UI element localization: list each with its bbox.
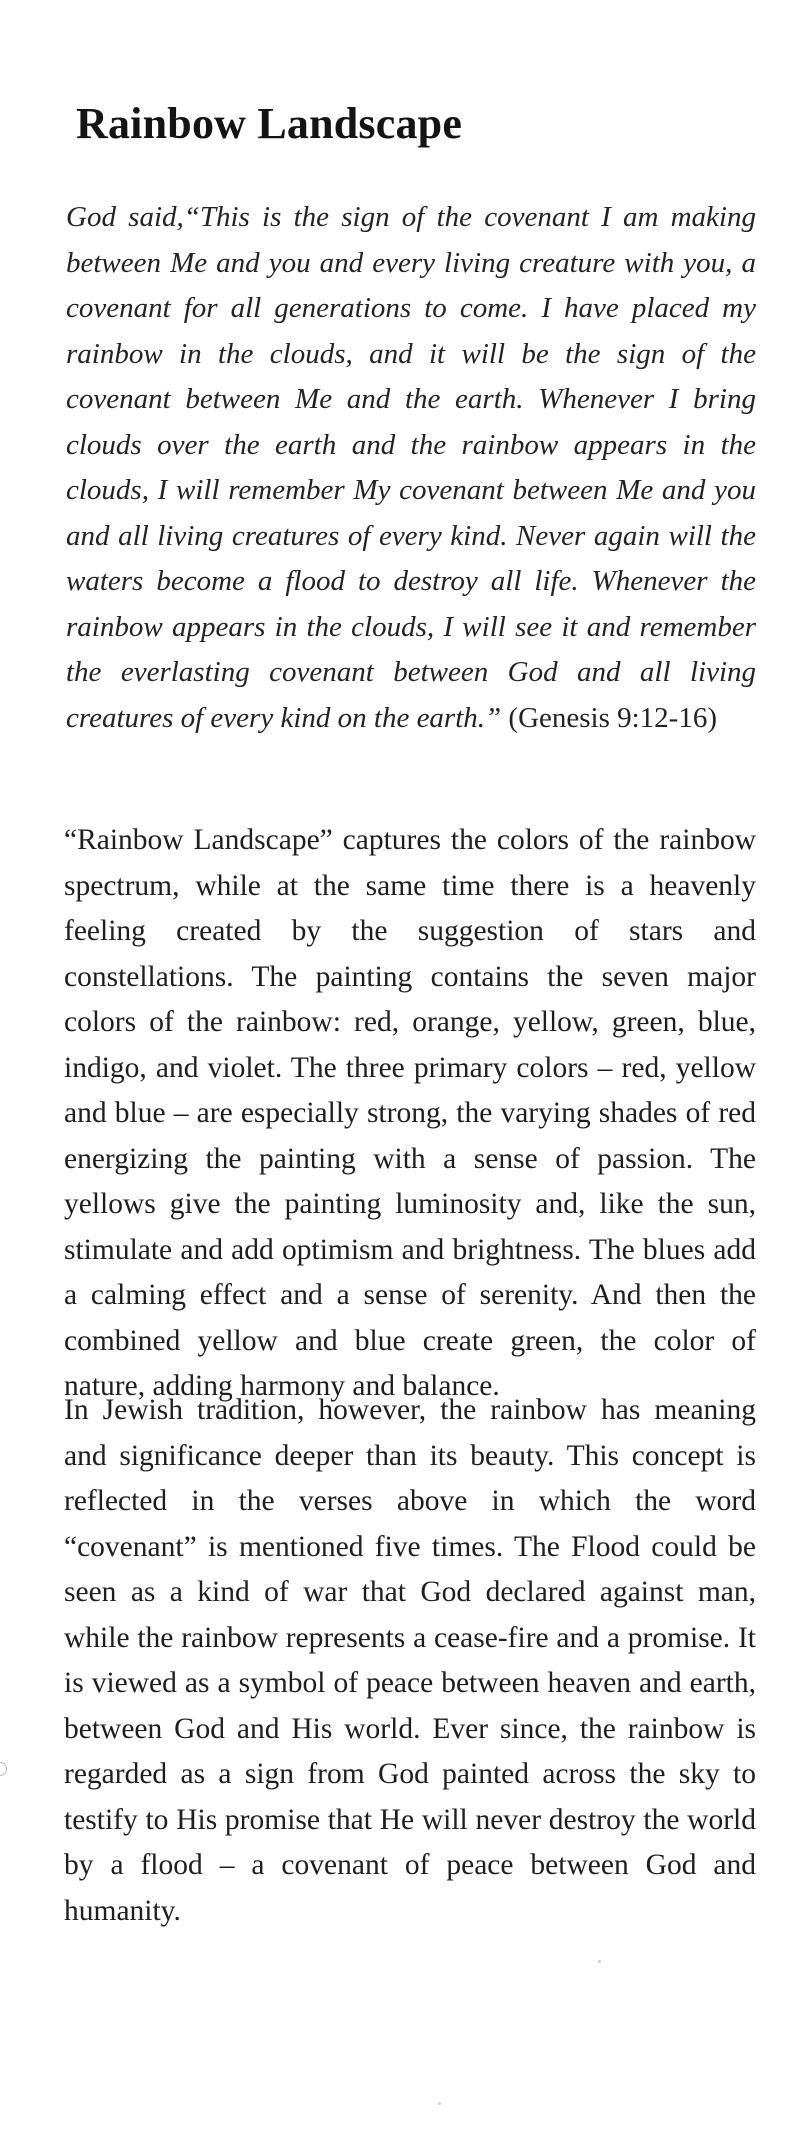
scan-speck [438,2102,441,2105]
quote-text: God said,“This is the sign of the covenant I am making between Me and you and every living creature with you, a covenant for all generations to come. I have placed my rainbow in the clouds, and it will be the sign of the covenant between Me and the earth. Whenever I bring clouds over the earth and the rainbow appears in the clouds, I will remember My covenant between Me and you and all living creatures of every kind. Never again will the waters become a flood to destroy all life. Whenever the rainbow appears in the clouds, I will see it and remember the everlasting covenant between God and all living creatures of every kind on the earth.” [66,201,756,734]
scan-speck [598,1960,601,1963]
scan-margin-mark [0,1762,7,1776]
body-paragraph-1: “Rainbow Landscape” captures the colors of the rainbow spectrum, while at the same time there is a heavenly feeling created by the suggestion of stars and constellations. The painting contains the seven major colors of the rainbow: red, orange, yellow, green, blue, indigo, and violet. The three primary colors – red, yellow and blue – are especially strong, the varying shades of red energizing the painting with a sense of passion. The yellows give the painting luminosity and, like the sun, stimulate and add optimism and brightness. The blues add a calming effect and a sense of serenity. And then the combined yellow and blue create green, the color of nature, adding harmony and balance. [64,824,756,1402]
quote-citation: (Genesis 9:12-16) [508,701,717,734]
page-title: Rainbow Landscape [76,99,463,148]
body-paragraph-2: In Jewish tradition, however, the rainbow has meaning and significance deeper than its beauty. This concept is reflected in the verses above in which the word “covenant” is mentioned five times. The Flood could be seen as a kind of war that God declared against man, while the rainbow represents a cease-fire and a promise. It is viewed as a symbol of peace between heaven and earth, between God and His world. Ever since, the rainbow is regarded as a sign from God painted across the sky to testify to His promise that He will never destroy the world by a flood – a covenant of peace between God and humanity. [64,1394,756,1927]
scripture-quote [66,195,756,741]
